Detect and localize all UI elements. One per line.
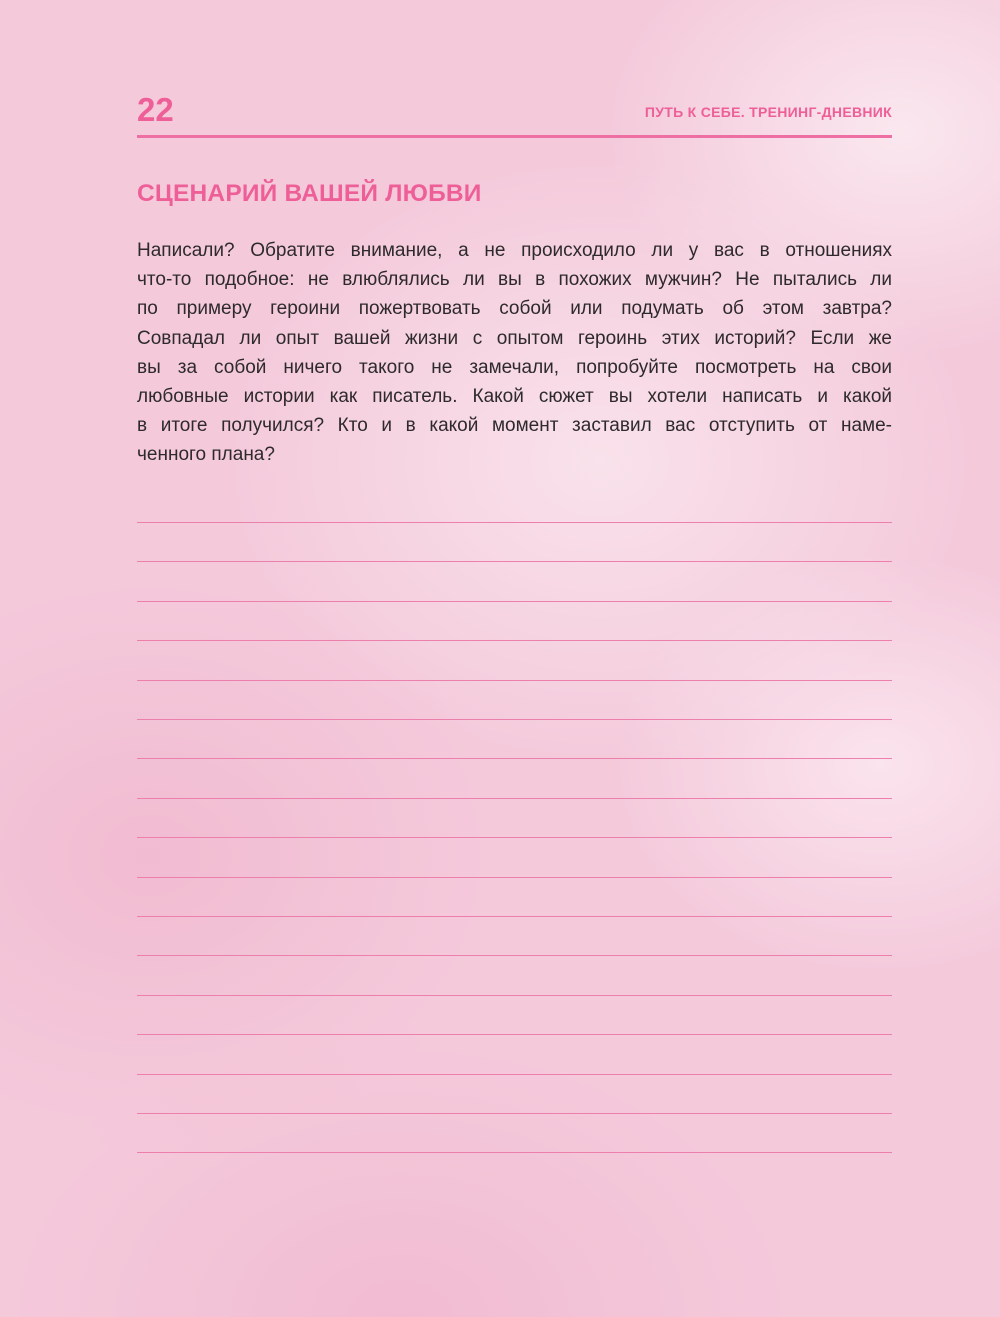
page-header [137,90,892,138]
writing-line [137,877,892,878]
writing-line [137,758,892,759]
page-number: 22 [137,91,174,128]
paragraph-line: Написали? Обратите внимание, а не происходило ли у вас в отношениях [137,240,892,261]
paragraph-line: вы за собой ничего такого не замечали, попробуйте посмотреть на свои [137,356,892,378]
writing-line [137,1034,892,1035]
writing-line [137,522,892,523]
paragraph-line: любовные истории как писатель. Какой сюжет вы хотели написать и какой [137,386,892,408]
writing-line [137,561,892,562]
paragraph-line: в итоге получился? Кто и в какой момент заставил вас отступить от наме- [137,415,892,437]
writing-line [137,601,892,602]
writing-line [137,640,892,641]
writing-line [137,995,892,996]
writing-line [137,680,892,681]
writing-line [137,719,892,720]
writing-line [137,837,892,838]
writing-line [137,1152,892,1153]
paragraph-line: что-то подобное: не влюблялись ли вы в похожих мужчин? Не пытались ли [137,269,892,291]
writing-line [137,955,892,956]
writing-area[interactable] [137,522,892,1162]
writing-line [137,1113,892,1114]
section-title: СЦЕНАРИЙ ВАШЕЙ ЛЮБВИ [137,180,482,207]
writing-line [137,1074,892,1075]
writing-line [137,798,892,799]
paragraph-line: по примеру героини пожертвовать собой или подумать об этом завтра? [137,298,892,320]
paragraph-line: ченного плана? [137,444,275,466]
paragraph-line: Совпадал ли опыт вашей жизни с опытом героинь этих историй? Если же [137,327,892,349]
body-paragraph [137,236,892,470]
writing-line [137,916,892,917]
running-title: ПУТЬ К СЕБЕ. ТРЕНИНГ-ДНЕВНИК [644,104,892,120]
